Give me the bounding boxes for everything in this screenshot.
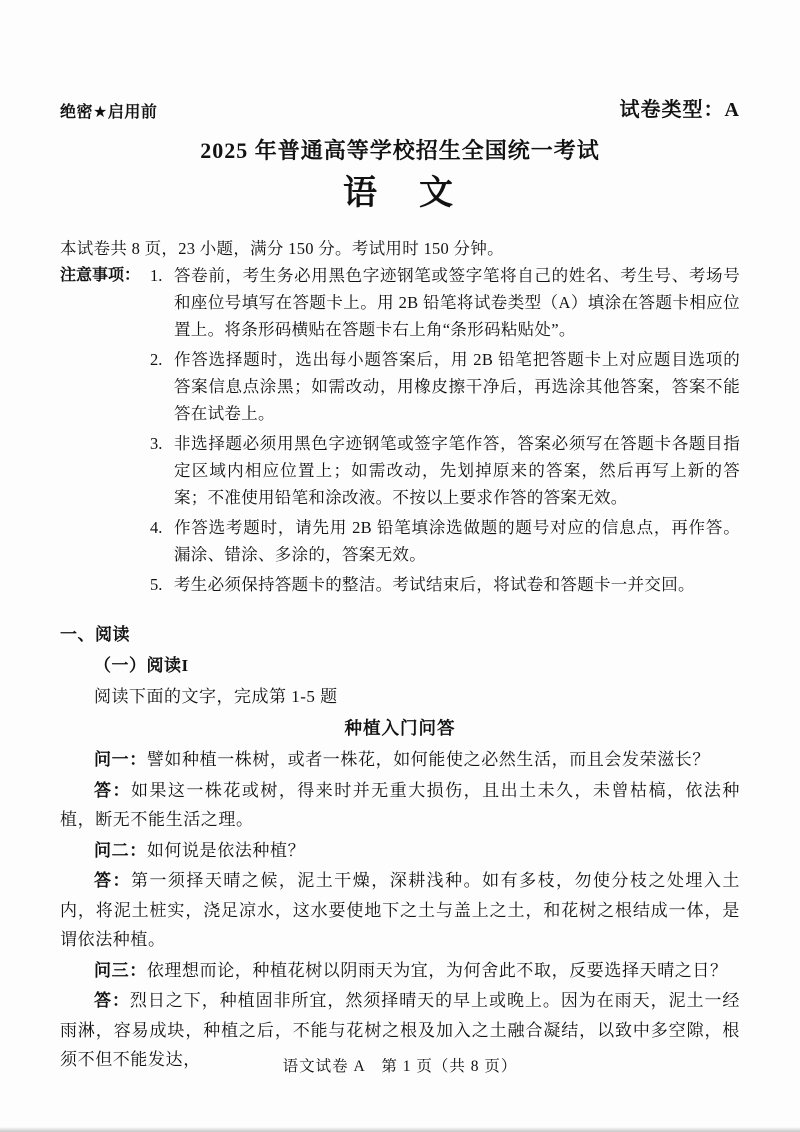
exam-title: 2025 年普通高等学校招生全国统一考试 <box>200 138 600 163</box>
page-header <box>60 92 740 122</box>
notice-item-text: 考生必须保持答题卡的整洁。考试结束后，将试卷和答题卡一并交回。 <box>174 575 695 594</box>
passage-title: 种植入门问答 <box>344 718 456 738</box>
notice-item-4 <box>150 514 740 568</box>
notice-item-text: 答卷前，考生务必用黑色字迹钢笔或签字笔将自己的姓名、考生号、考场号和座位号填写在答题卡上。用 2B 铅笔将试卷类型（A）填涂在答题卡相应位置上。将条形码横贴在答题卡右上角“条形码粘贴处”。 <box>174 266 740 339</box>
notice-item-number: 1. <box>150 266 163 285</box>
qa-answer-1-label: 答： <box>94 780 131 800</box>
paper-info: 本试卷共 8 页，23 小题，满分 150 分。考试用时 150 分钟。 <box>60 239 504 258</box>
notice-item-3 <box>150 430 740 511</box>
qa-question-2-text: 如何说是依法种植？ <box>146 840 306 860</box>
qa-question-1-text: 譬如种植一株树，或者一株花，如何能使之必然生活，而且会发荣滋长？ <box>146 750 711 769</box>
qa-question-3-label: 问三： <box>94 960 147 980</box>
notice-label: 注意事项： <box>60 267 141 284</box>
qa-question-3 <box>60 956 740 986</box>
section-title-reading: 一、阅读 <box>60 625 130 644</box>
notice-item-number: 2. <box>150 350 163 369</box>
passage-body <box>60 745 740 1075</box>
qa-answer-3-label: 答： <box>94 991 130 1010</box>
qa-question-2 <box>60 836 740 866</box>
page-footer: 语文试卷 A 第 1 页（共 8 页） <box>282 1058 518 1075</box>
qa-answer-3-text: 烈日之下，种植固非所宜，然须择晴天的早上或晚上。因为在雨天，泥土一经雨淋，容易成块，种植之后，不能与花树之根及加入之土融合凝结，以致中多空隙，根须不但不能发达， <box>60 991 741 1069</box>
notice-item-number: 4. <box>150 518 163 537</box>
scan-edge <box>0 1127 800 1132</box>
notice-item-text: 作答选考题时，请先用 2B 铅笔填涂选做题的题号对应的信息点，再作答。漏涂、错涂、多涂的，答案无效。 <box>174 518 740 564</box>
qa-answer-2 <box>60 866 740 955</box>
qa-answer-2-label: 答： <box>94 871 131 890</box>
qa-answer-1 <box>60 776 740 835</box>
notice-item-2 <box>150 346 740 427</box>
notice-item-5 <box>150 571 740 598</box>
security-classification-label: 绝密★启用前 <box>60 104 158 121</box>
notice-block <box>60 262 740 601</box>
notice-item-number: 3. <box>150 434 163 453</box>
qa-answer-2-text: 第一须择天晴之候，泥土干燥，深耕浅种。如有多枝，勿使分枝之处埋入土内，将泥土桩实，浇足凉水，这水要使地下之土与盖上之土，和花树之根结成一体，是谓依法种植。 <box>60 871 740 949</box>
qa-answer-1-text: 如果这一株花或树，得来时并无重大损伤，且出土未久，未曾枯槁，依法种植，断无不能生活之理。 <box>60 780 740 829</box>
paper-type-label: 试卷类型：A <box>619 99 740 121</box>
qa-question-1-label: 问一： <box>94 750 147 769</box>
qa-question-1 <box>60 745 740 775</box>
reading-instruction: 阅读下面的文字，完成第 1-5 题 <box>94 687 338 706</box>
notice-item-1 <box>150 262 740 343</box>
subsection-title-reading-1: （一）阅读I <box>94 656 189 675</box>
qa-question-3-text: 依理想而论，种植花树以阴雨天为宜，为何舍此不取，反要选择天晴之日？ <box>146 960 728 980</box>
notice-item-number: 5. <box>150 575 163 594</box>
subject-title: 语 文 <box>343 175 457 212</box>
qa-question-2-label: 问二： <box>94 840 147 860</box>
notice-item-text: 作答选择题时，选出每小题答案后，用 2B 铅笔把答题卡上对应题目选项的答案信息点涂黑；如需改动，用橡皮擦干净后，再选涂其他答案，答案不能答在试卷上。 <box>174 350 740 423</box>
notice-items <box>150 262 740 601</box>
notice-item-text: 非选择题必须用黑色字迹钢笔或签字笔作答，答案必须写在答题卡各题目指定区域内相应位置上；如需改动，先划掉原来的答案，然后再写上新的答案；不准使用铅笔和涂改液。不按以上要求作答的答案无效。 <box>174 434 740 507</box>
